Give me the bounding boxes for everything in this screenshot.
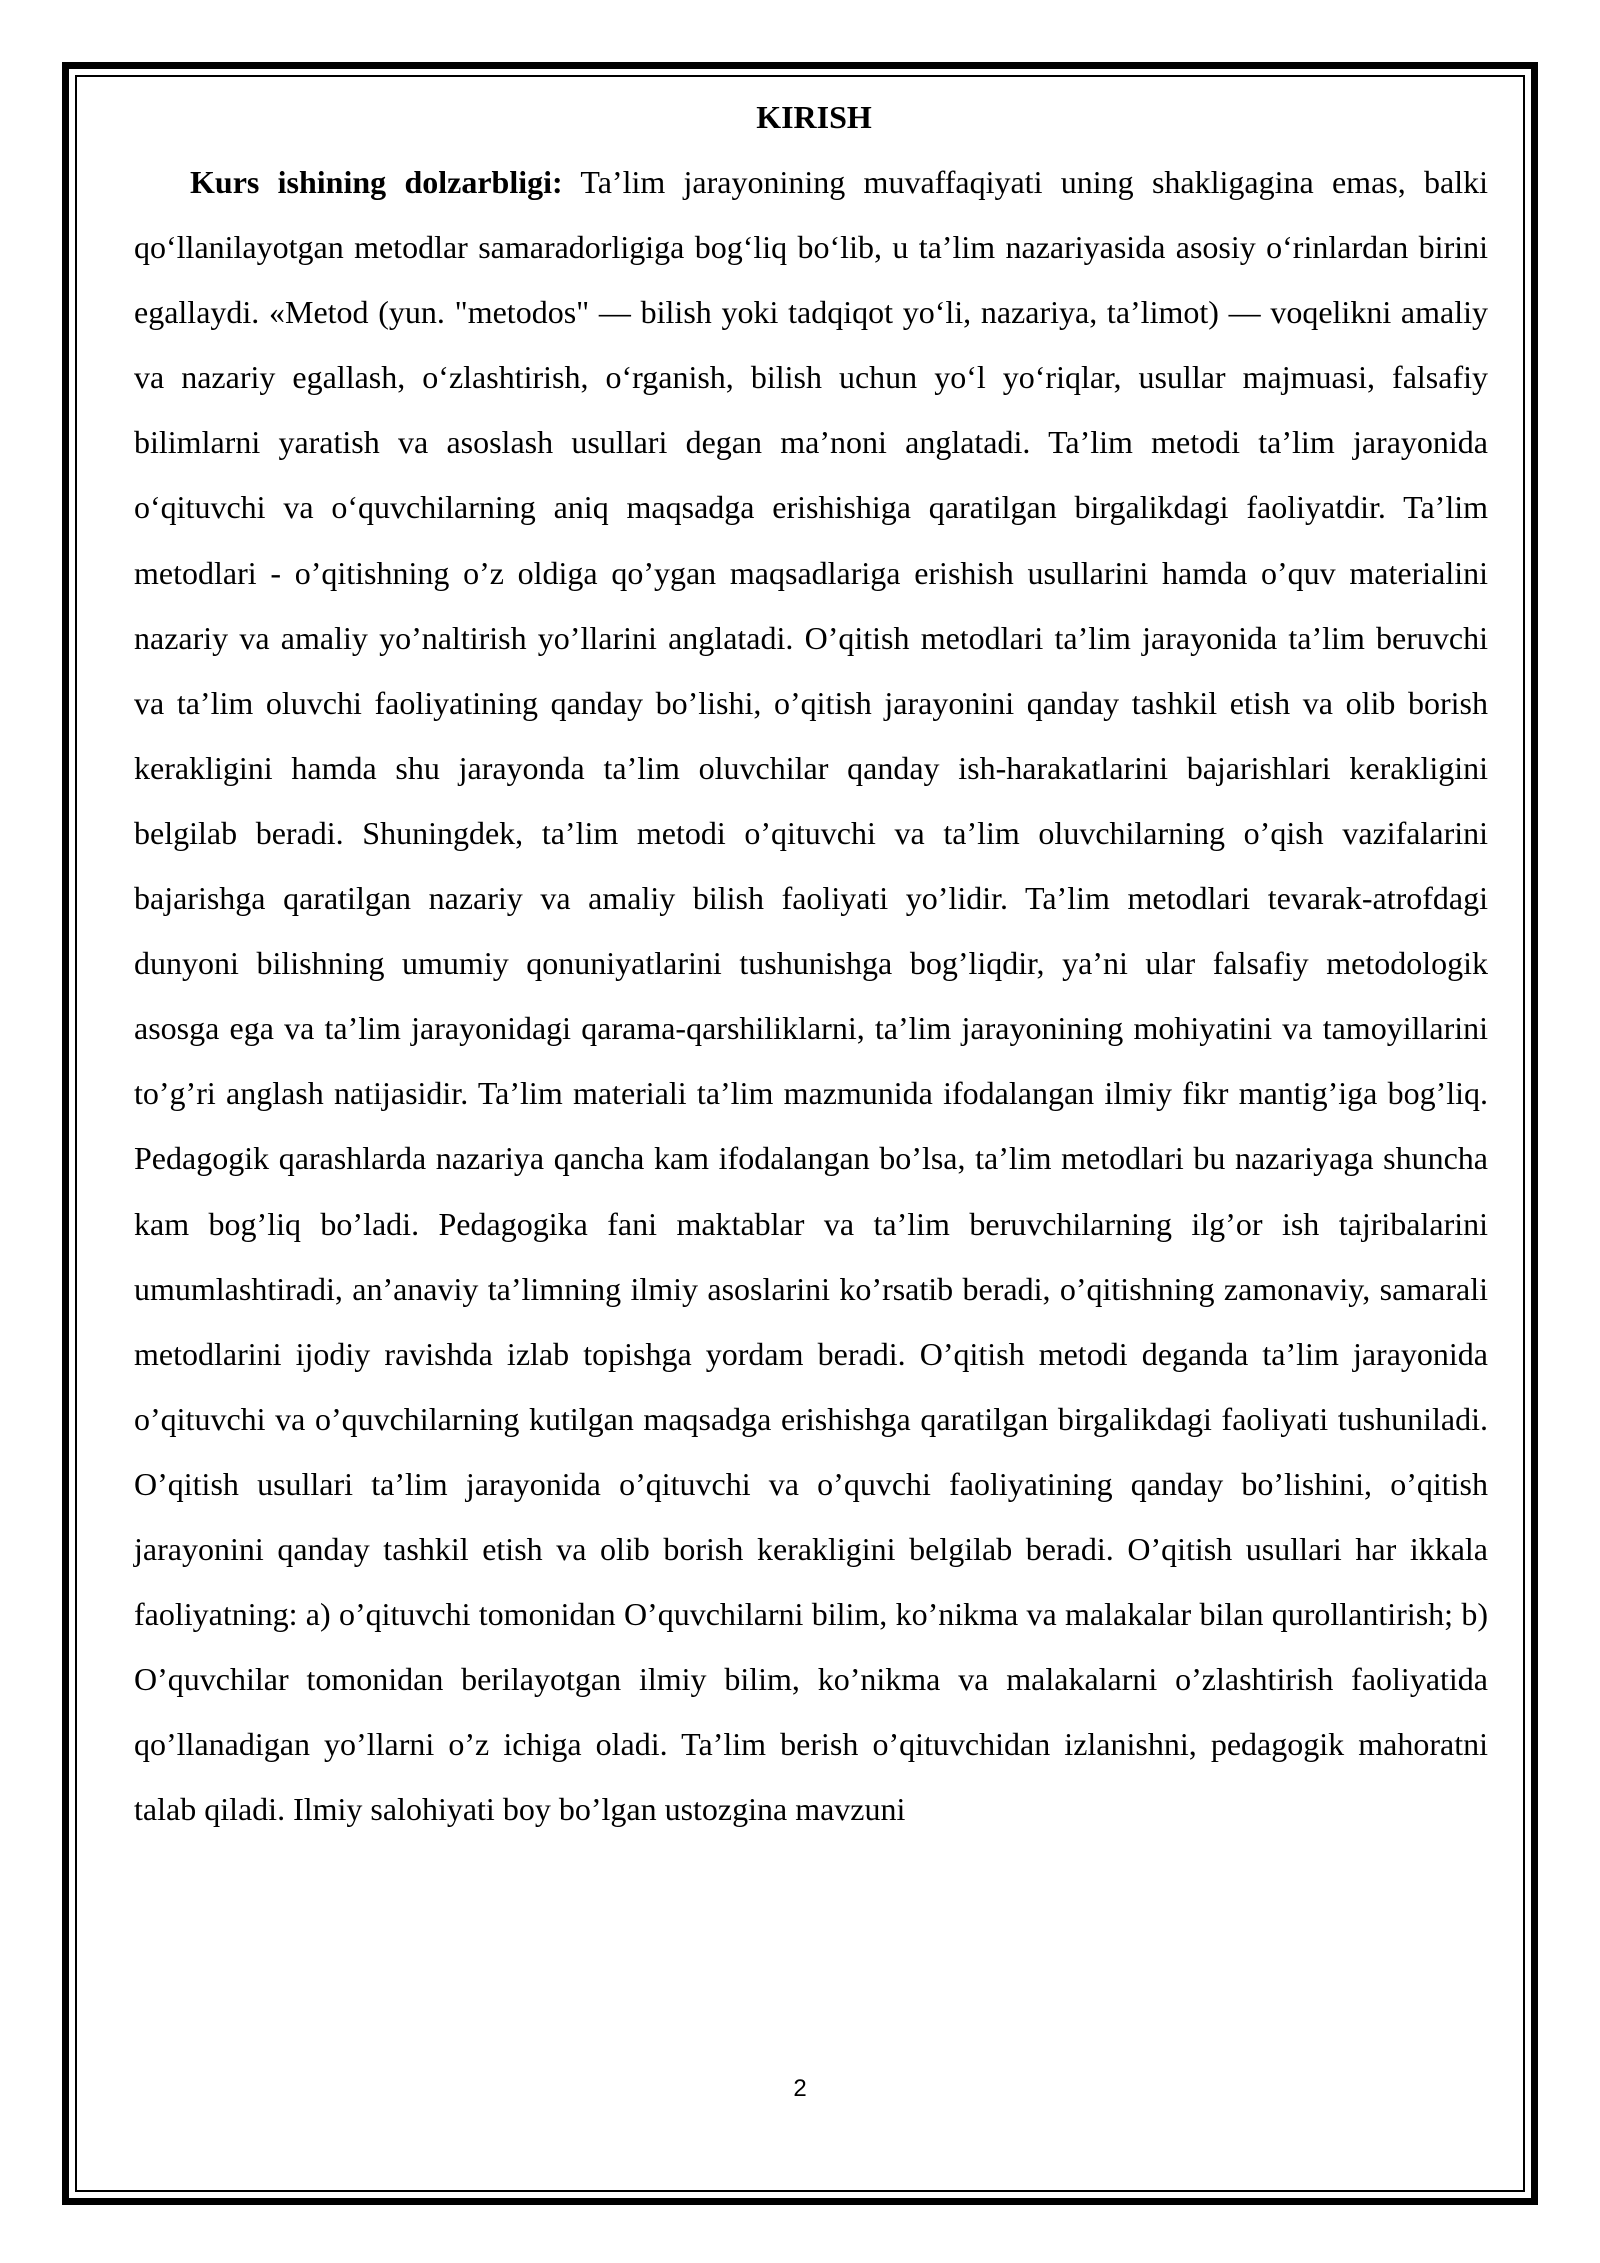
body-paragraph (134, 150, 1488, 1842)
page-number: 2 (793, 2075, 807, 2102)
section-heading: KIRISH (756, 99, 872, 135)
lead-phrase: Kurs ishining dolzarbligi: (190, 164, 563, 200)
page-content (134, 88, 1488, 1842)
paragraph-text: Ta’lim jarayonining muvaffaqiyati uning shakligagina emas, balki qo‘llanilayotgan metodlar samaradorligiga bog‘liq bo‘lib, u ta’lim nazariyasida asosiy o‘rinlardan birini egallaydi. «Metod (yun. "metodos" — bilish yoki tadqiqot yo‘li, nazariya, ta’limot) — voqelikni amaliy va nazariy egallash, o‘zlashtirish, o‘rganish, bilish uchun yo‘l yo‘riqlar, usullar majmuasi, falsafiy bilimlarni yaratish va asoslash usullari degan ma’noni anglatadi. Ta’lim metodi ta’lim jarayonida o‘qituvchi va o‘quvchilarning aniq maqsadga erishishiga qaratilgan birgalikdagi faoliyatdir. Ta’lim metodlari - o’qitishning o’z oldiga qo’ygan maqsadlariga erishish usullarini hamda o’quv materialini nazariy va amaliy yo’naltirish yo’llarini anglatadi. O’qitish metodlari ta’lim jarayonida ta’lim beruvchi va ta’lim oluvchi faoliyatining qanday bo’lishi, o’qitish jarayonini qanday tashkil etish va olib borish kerakligini hamda shu jarayonda ta’lim oluvchilar qanday ish-harakatlarini bajarishlari kerakligini belgilab beradi. Shuningdek, ta’lim metodi o’qituvchi va ta’lim oluvchilarning o’qish vazifalarini bajarishga qaratilgan nazariy va amaliy bilish faoliyati yo’lidir. Ta’lim metodlari tevarak-atrofdagi dunyoni bilishning umumiy qonuniyatlarini tushunishga bog’liqdir, ya’ni ular falsafiy metodologik asosga ega va ta’lim jarayonidagi qarama-qarshiliklarni, ta’lim jarayonining mohiyatini va tamoyillarini to’g’ri anglash natijasidir. Ta’lim materiali ta’lim mazmunida ifodalangan ilmiy fikr mantig’iga bog’liq. Pedagogik qarashlarda nazariya qancha kam ifodalangan bo’lsa, ta’lim metodlari bu nazariyaga shuncha kam bog’liq bo’ladi. Pedagogika fani maktablar va ta’lim beruvchilarning ilg’or ish tajribalarini umumlashtiradi, an’anaviy ta’limning ilmiy asoslarini ko’rsatib beradi, o’qitishning zamonaviy, samarali metodlarini ijodiy ravishda izlab topishga yordam beradi. O’qitish metodi deganda ta’lim jarayonida o’qituvchi va o’quvchilarning kutilgan maqsadga erishishga qaratilgan birgalikdagi faoliyati tushuniladi. O’qitish usullari ta’lim jarayonida o’qituvchi va o’quvchi faoliyatining qanday bo’lishini, o’qitish jarayonini qanday tashkil etish va olib borish kerakligini belgilab beradi. O’qitish usullari har ikkala faoliyatning: a) o’qituvchi tomonidan O’quvchilarni bilim, ko’nikma va malakalar bilan qurollantirish; b) O’quvchilar tomonidan berilayotgan ilmiy bilim, ko’nikma va malakalarni o’zlashtirish faoliyatida qo’llanadigan yo’llarni o’z ichiga oladi. Ta’lim berish o’qituvchidan izlanishni, pedagogik mahoratni talab qiladi. Ilmiy salohiyati boy bo’lgan ustozgina mavzuni (134, 164, 1489, 1828)
